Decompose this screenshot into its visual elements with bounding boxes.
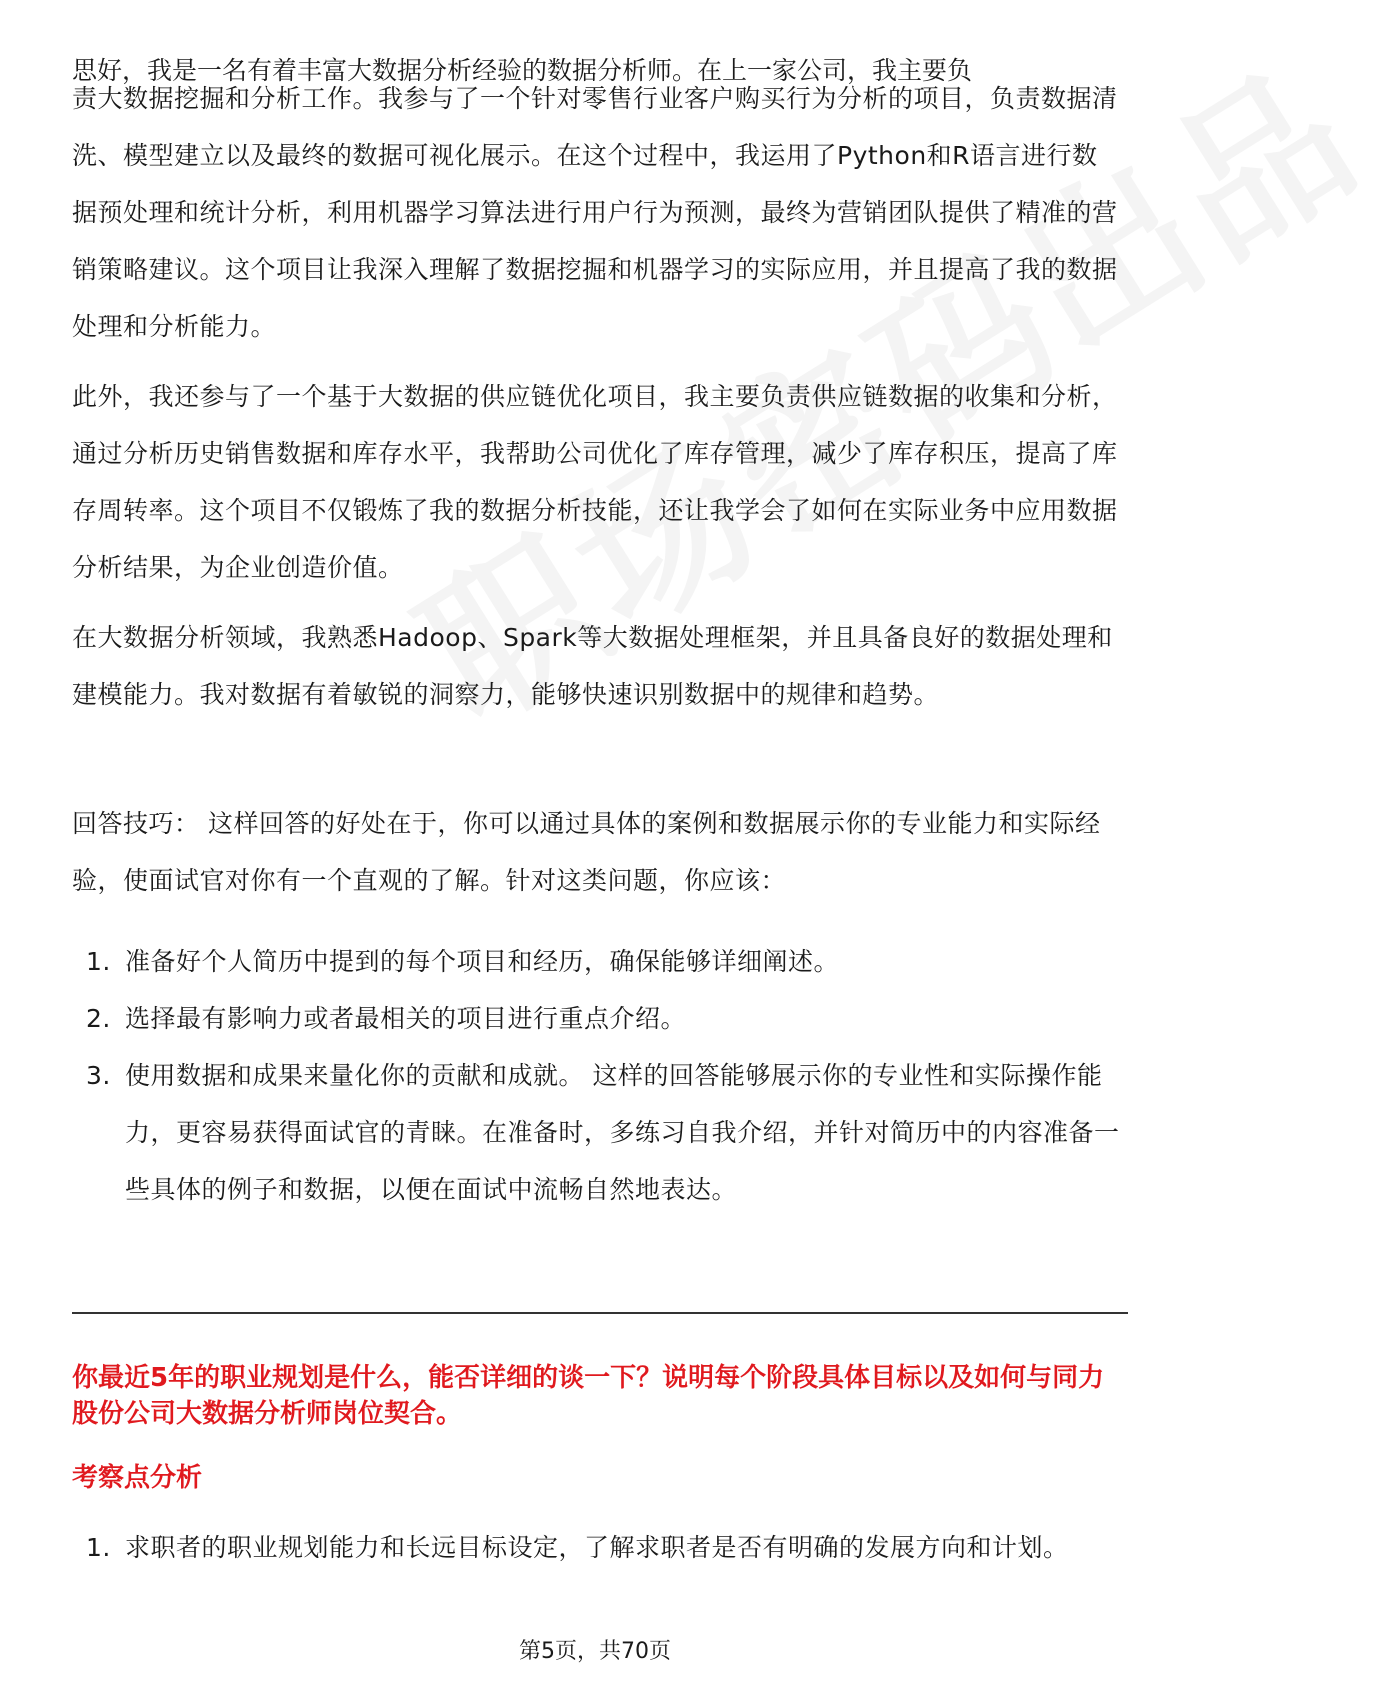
list-item-number: 2. bbox=[86, 1004, 111, 1033]
list-item-text: 求职者的职业规划能力和长远目标设定，了解求职者是否有明确的发展方向和计划。 bbox=[125, 1533, 1069, 1562]
page-footer: 第5页，共70页 bbox=[519, 1639, 671, 1664]
section-divider bbox=[72, 1312, 1128, 1314]
list-item bbox=[72, 990, 1127, 1047]
list-item-text: 使用数据和成果来量化你的贡献和成就。 这样的回答能够展示你的专业性和实际操作能力，更容易获得面试官的青睐。在准备时，多练习自我介绍，并针对简历中的内容准备一些具体的例子和数据，以便在面试中流畅自然地表达。 bbox=[125, 1061, 1120, 1204]
paragraph-project-supply-chain: 此外，我还参与了一个基于大数据的供应链优化项目，我主要负责供应链数据的收集和分析，通过分析历史销售数据和库存水平，我帮助公司优化了库存管理，减少了库存积压，提高了库存周转率。这个项目不仅锻炼了我的数据分析技能，还让我学会了如何在实际业务中应用数据分析结果，为企业创造价值。 bbox=[72, 382, 1118, 582]
clipped-top-text: 思好，我是一名有着丰富大数据分析经验的数据分析师。在上一家公司，我主要负 bbox=[72, 56, 973, 85]
list-item bbox=[72, 1519, 1127, 1576]
tips-list bbox=[72, 933, 1127, 1218]
analysis-list bbox=[72, 1519, 1127, 1576]
paragraph-project-retail: 责大数据挖掘和分析工作。我参与了一个针对零售行业客户购买行为分析的项目，负责数据清洗、模型建立以及最终的数据可视化展示。在这个过程中，我运用了Python和R语言进行数据预处理和统计分析，利用机器学习算法进行用户行为预测，最终为营销团队提供了精准的营销策略建议。这个项目让我深入理解了数据挖掘和机器学习的实际应用，并且提高了我的数据处理和分析能力。 bbox=[72, 84, 1118, 341]
list-item-text: 准备好个人简历中提到的每个项目和经历，确保能够详细阐述。 bbox=[125, 947, 840, 976]
paragraph-answer-tips: 回答技巧： 这样回答的好处在于，你可以通过具体的案例和数据展示你的专业能力和实际经验，使面试官对你有一个直观的了解。针对这类问题，你应该： bbox=[72, 809, 1101, 895]
list-item-number: 1. bbox=[86, 947, 111, 976]
paragraph-skills: 在大数据分析领域，我熟悉Hadoop、Spark等大数据处理框架，并且具备良好的数据处理和建模能力。我对数据有着敏锐的洞察力，能够快速识别数据中的规律和趋势。 bbox=[72, 623, 1113, 709]
clipped-top-line bbox=[72, 16, 1127, 85]
list-item-number: 1. bbox=[86, 1533, 111, 1562]
list-item bbox=[72, 933, 1127, 990]
list-item bbox=[72, 1047, 1127, 1218]
list-item-text: 选择最有影响力或者最相关的项目进行重点介绍。 bbox=[125, 1004, 687, 1033]
list-item-number: 3. bbox=[86, 1061, 111, 1090]
section-title: 考察点分析 bbox=[72, 1463, 203, 1493]
interview-question: 你最近5年的职业规划是什么，能否详细的谈一下？说明每个阶段具体目标以及如何与同力股份公司大数据分析师岗位契合。 bbox=[72, 1363, 1105, 1429]
